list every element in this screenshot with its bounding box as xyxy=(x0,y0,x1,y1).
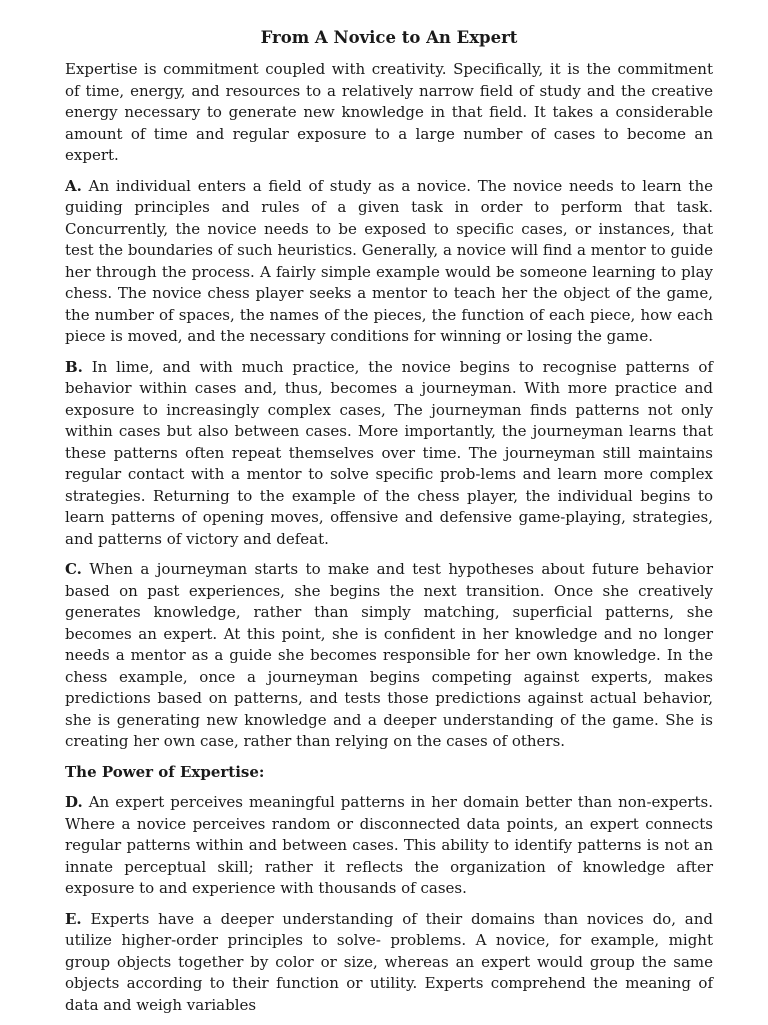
paragraph-label: A. xyxy=(65,176,82,195)
paragraph-e xyxy=(65,909,713,1017)
section-heading: The Power of Expertise: xyxy=(65,762,265,781)
paragraph-text: When a journeyman starts to make and test hypotheses about future behavior based on past experiences, she begins the next transition. Once she creatively generates knowledge, rather than simply matching, superficial patterns, she becomes an expert. At this point, she is confident in her knowledge and no longer needs a mentor as a guide she becomes responsible for her own knowledge. In the chess example, once a journeyman begins competing against experts, makes predictions based on patterns, and tests those predictions against actual behavior, she is generating new knowledge and a deeper understanding of the game. She is creating her own case, rather than relying on the cases of others. xyxy=(65,560,713,750)
paragraph-text: In lime, and with much practice, the novice begins to recognise patterns of behavior within cases and, thus, becomes a journeyman. With more practice and exposure to increasingly complex cases, The journeyman finds patterns not only within cases but also between cases. More importantly, the journeyman learns that these patterns often repeat themselves over time. The journeyman still maintains regular contact with a mentor to solve specific prob-lems and learn more complex strategies. Returning to the example of the chess player, the individual begins to learn patterns of opening moves, offensive and defensive game-playing, strategies, and patterns of victory and defeat. xyxy=(65,357,713,548)
document-page xyxy=(65,24,713,1025)
paragraph-text: An individual enters a field of study as a novice. The novice needs to learn the guiding principles and rules of a given task in order to perform that task. Concurrently, the novice needs to be exposed to specific cases, or instances, that test the boundaries of such heuristics. Generally, a novice will find a mentor to guide her through the process. A fairly simple example would be someone learning to play chess. The novice chess player seeks a mentor to teach her the object of the game, the number of spaces, the names of the pieces, the function of each piece, how each piece is moved, and the necessary conditions for winning or losing the game. xyxy=(65,176,713,345)
paragraph-text: An expert perceives meaningful patterns in her domain better than non-experts. Where a novice perceives random or disconnected data points, an expert connects regular patterns within and between cases. This ability to identify patterns is not an innate perceptual skill; rather it reflects the organization of knowledge after exposure to and experience with thousands of cases. xyxy=(65,793,713,897)
paragraph-text: Experts have a deeper understanding of their domains than novices do, and utilize higher-order principles to solve- problems. A novice, for example, might group objects together by color or size, whereas an expert would group the same objects according to their function or utility. Experts comprehend the meaning of data and weigh variables xyxy=(65,909,713,1014)
paragraph-b xyxy=(65,357,713,551)
paragraph-c xyxy=(65,559,713,753)
paragraph-label: E. xyxy=(65,909,82,928)
paragraph-a xyxy=(65,176,713,348)
intro-paragraph: Expertise is commitment coupled with creativity. Specifically, it is the commitment of time, energy, and resources to a relatively narrow field of study and the creative energy necessary to generate new knowledge in that field. It takes a considerable amount of time and regular exposure to a large number of cases to become an expert. xyxy=(65,60,713,164)
paragraph-label: B. xyxy=(65,357,83,376)
paragraph-d xyxy=(65,792,713,900)
document-title: From A Novice to An Expert xyxy=(260,28,518,47)
paragraph-label: C. xyxy=(65,560,82,578)
paragraph-label: D. xyxy=(65,793,83,811)
